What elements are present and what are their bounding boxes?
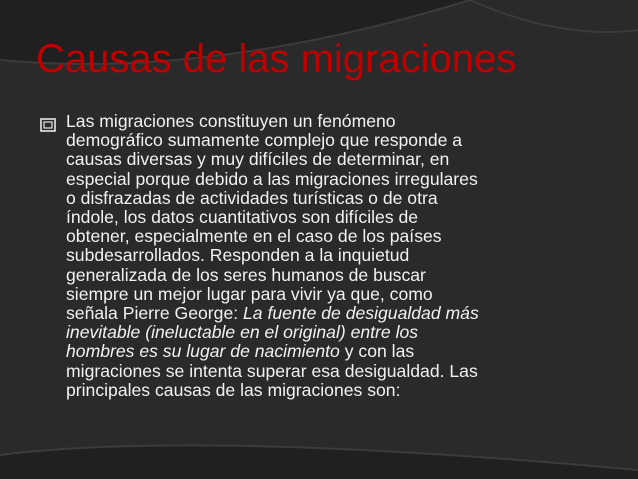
body-paragraph bbox=[66, 112, 566, 400]
slide-title: Causas de las migraciones bbox=[36, 37, 517, 81]
quote-text: hombres es su lugar de nacimiento bbox=[66, 341, 340, 362]
quote-text: La fuente de desigualdad más bbox=[243, 303, 479, 324]
paragraph-line: índole, los datos cuantitativos son difíciles de bbox=[66, 207, 419, 228]
paragraph-line: Las migraciones constituyen un fenómeno bbox=[66, 111, 396, 131]
paragraph-line: especial porque debido a las migraciones irregulares bbox=[66, 168, 478, 189]
paragraph-line: principales causas de las migraciones son: bbox=[66, 379, 401, 400]
paragraph-line: hombres es su lugar de nacimiento y con las bbox=[66, 341, 415, 362]
paragraph-line: obtener, especialmente en el caso de los países bbox=[66, 226, 442, 247]
paragraph-line: causas diversas y muy difíciles de determinar, en bbox=[66, 149, 450, 170]
paragraph-line: demográfico sumamente complejo que responde a bbox=[66, 130, 463, 151]
paragraph-line: subdesarrollados. Responden a la inquietud bbox=[66, 245, 410, 266]
paragraph-line: siempre un mejor lugar para vivir ya que, como bbox=[66, 283, 433, 304]
paragraph-line: o disfrazadas de actividades turísticas o de otra bbox=[66, 187, 438, 208]
paragraph-line: generalizada de los seres humanos de buscar bbox=[66, 264, 426, 285]
decoration-top-line-right bbox=[470, 0, 638, 32]
paragraph-line: migraciones se intenta superar esa desigualdad. Las bbox=[66, 360, 478, 381]
paragraph-line bbox=[66, 323, 566, 342]
quote-text: inevitable (ineluctable en el original) entre los bbox=[66, 322, 419, 343]
paragraph-line: señala Pierre George: La fuente de desigualdad más bbox=[66, 303, 479, 324]
square-outline-bullet-icon bbox=[40, 118, 56, 132]
